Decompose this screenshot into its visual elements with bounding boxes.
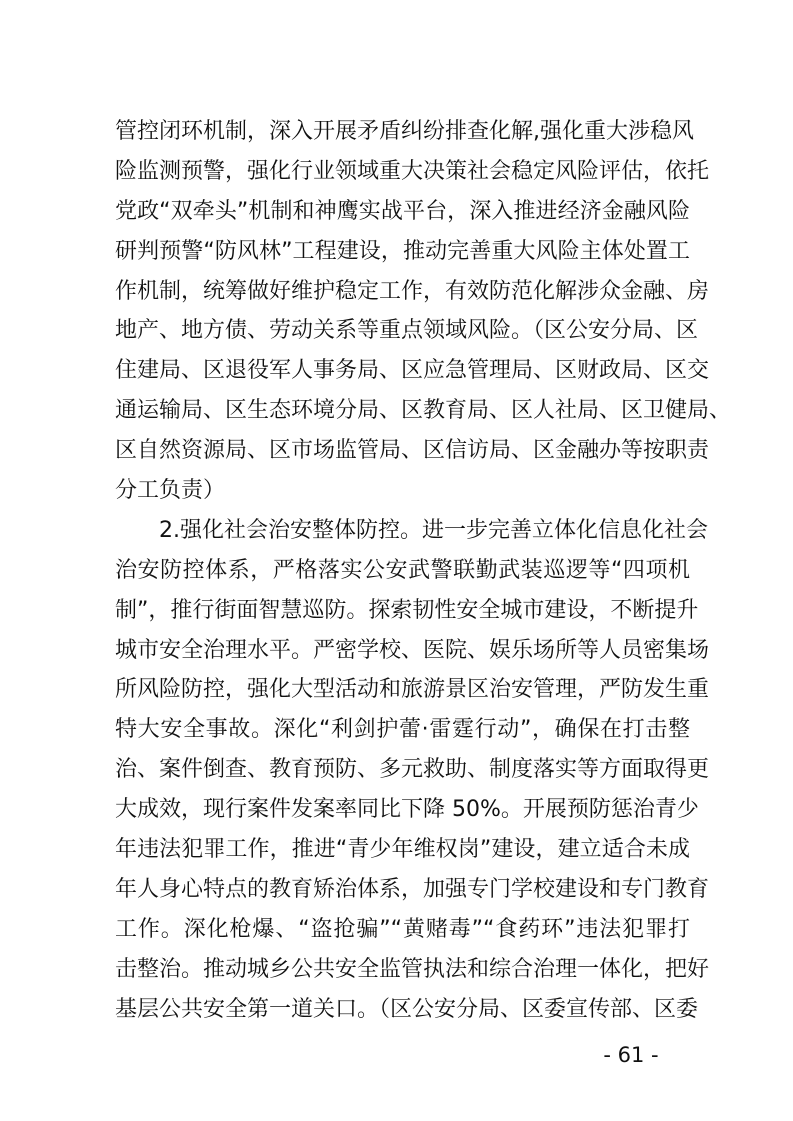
text-line-21: 工作。深化枪爆、“盗抢骗”“黄赌毒”“食药环”违法犯罪打: [115, 916, 690, 942]
text-line-3: 党政“双牵头”机制和神鹰实战平台，深入推进经济金融风险: [115, 198, 690, 224]
text-line-9: 区自然资源局、区市场监管局、区信访局、区金融办等按职责: [115, 438, 710, 464]
text-line-6: 地产、地方债、劳动关系等重点领域风险。（区公安分局、区: [115, 318, 699, 344]
text-line-13: 制”，推行街面智慧巡防。探索韧性安全城市建设，不断提升: [115, 597, 699, 623]
text-line-7: 住建局、区退役军人事务局、区应急管理局、区财政局、区交: [115, 358, 710, 384]
text-line-22: 击整治。推动城乡公共安全监管执法和综合治理一体化，把好: [115, 956, 710, 982]
text-line-18: 大成效，现行案件发案率同比下降 50%。开展预防惩治青少: [115, 797, 699, 823]
body-text: [115, 112, 732, 1029]
text-line-19: 年违法犯罪工作，推进“青少年维权岗”建设，建立适合未成: [115, 837, 690, 863]
text-line-12: 治安防控体系，严格落实公安武警联勤武装巡逻等“四项机: [115, 557, 690, 583]
text-line-1: 管控闭环机制，深入开展矛盾纠纷排查化解,强化重大涉稳风: [115, 119, 694, 144]
text-line-4: 研判预警“防风林”工程建设，推动完善重大风险主体处置工: [115, 238, 690, 264]
section-heading-line: 2.强化社会治安整体防控。进一步完善立体化信息化社会: [159, 517, 708, 543]
page-number: - 61 -: [603, 1043, 659, 1067]
text-line-8: 通运输局、区生态环境分局、区教育局、区人社局、区卫健局、: [115, 398, 732, 424]
text-line-17: 治、案件倒查、教育预防、多元救助、制度落实等方面取得更: [115, 757, 710, 783]
text-line-2: 险监测预警，强化行业领域重大决策社会稳定风险评估，依托: [115, 158, 710, 184]
text-line-14: 城市安全治理水平。严密学校、医院、娱乐场所等人员密集场: [115, 637, 710, 663]
text-line-20: 年人身心特点的教育矫治体系，加强专门学校建设和专门教育: [115, 876, 710, 902]
text-line-23: 基层公共安全第一道关口。（区公安分局、区委宣传部、区委: [115, 996, 699, 1022]
text-line-15: 所风险防控，强化大型活动和旅游景区治安管理，严防发生重: [115, 677, 710, 703]
text-line-10: 分工负责）: [115, 478, 226, 504]
text-line-16: 特大安全事故。深化“利剑护蕾·雷霆行动”，确保在打击整: [115, 717, 690, 743]
text-line-5: 作机制，统筹做好维护稳定工作，有效防范化解涉众金融、房: [115, 278, 710, 304]
